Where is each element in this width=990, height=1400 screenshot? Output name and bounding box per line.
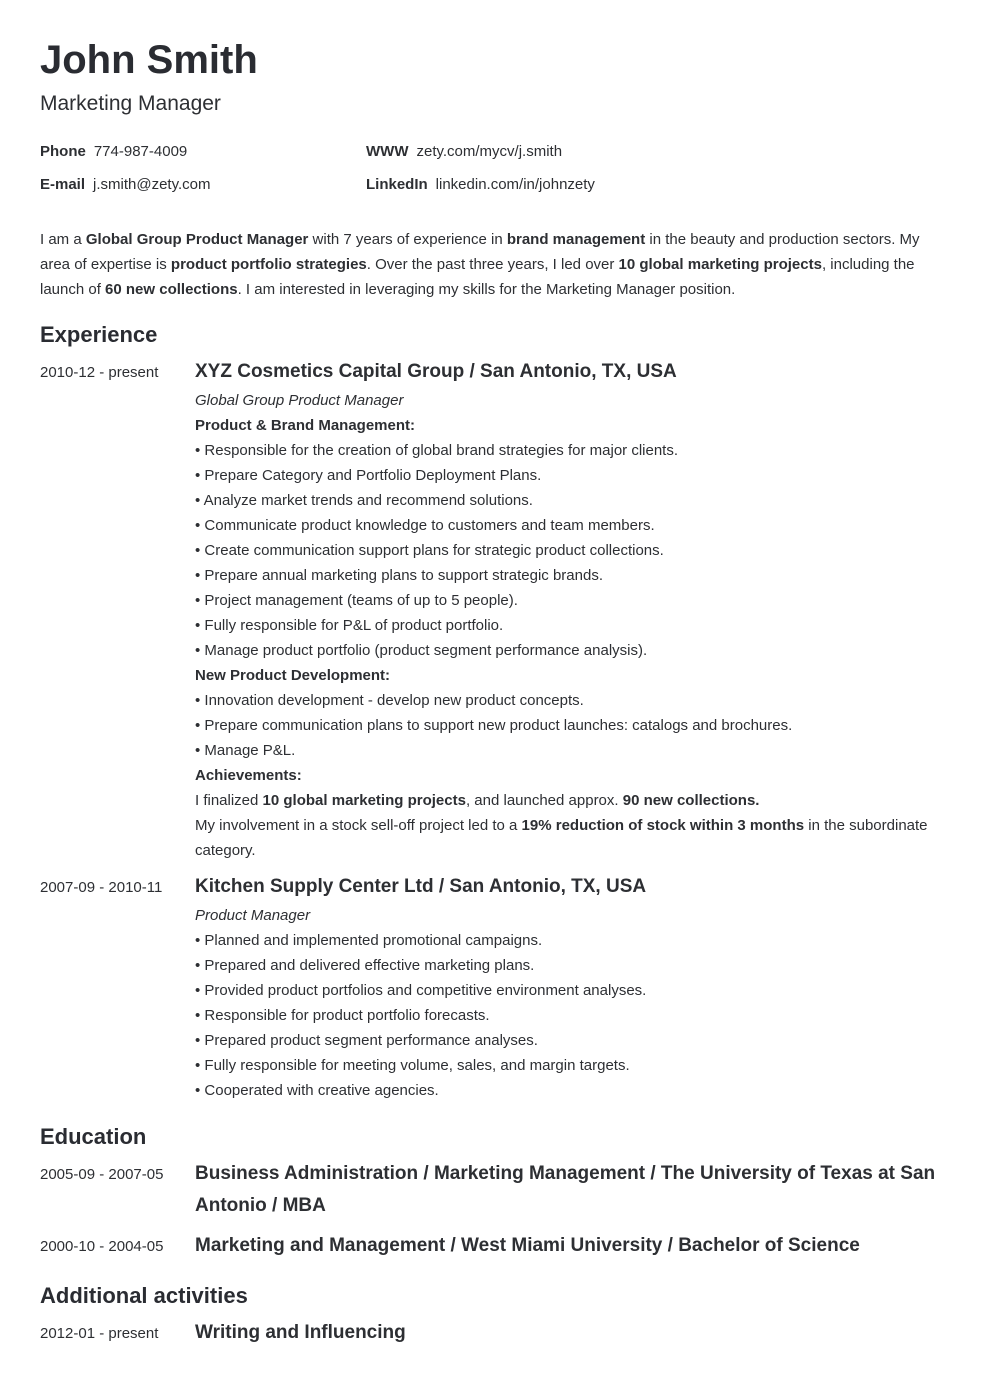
email-value[interactable]: j.smith@zety.com xyxy=(93,176,211,193)
achievement-line: I finalized 10 global marketing projects, and launched approx. 90 new collections. xyxy=(195,792,760,809)
job-bullet: • Prepare Category and Portfolio Deployment Plans. xyxy=(195,467,542,484)
contact-phone xyxy=(40,142,187,162)
education-heading: Education xyxy=(40,1124,147,1149)
www-link[interactable]: zety.com/mycv/j.smith xyxy=(416,143,563,160)
job-bullet: • Prepared product segment performance analyses. xyxy=(195,1032,538,1049)
achievement-line: My involvement in a stock sell-off project led to a 19% reduction of stock within 3 months in the subordinate category. xyxy=(195,817,928,859)
job-bullet: • Planned and implemented promotional campaigns. xyxy=(195,932,543,949)
job-bullet: • Fully responsible for P&L of product portfolio. xyxy=(195,617,504,634)
activity-name: Writing and Influencing xyxy=(195,1322,406,1343)
job-bullet: • Provided product portfolios and competitive environment analyses. xyxy=(195,982,647,999)
phone-value: 774-987-4009 xyxy=(93,143,188,160)
job-bullet: • Cooperated with creative agencies. xyxy=(195,1082,439,1099)
job-bullet: • Responsible for product portfolio forecasts. xyxy=(195,1007,490,1024)
job-bullet: • Responsible for the creation of global brand strategies for major clients. xyxy=(195,442,679,459)
job-company: Kitchen Supply Center Ltd / San Antonio, TX, USA xyxy=(195,876,647,897)
job-subheading: Achievements: xyxy=(195,767,302,784)
education-entry xyxy=(195,1158,945,1222)
job-position: Product Manager xyxy=(195,907,311,924)
job-subheading: New Product Development: xyxy=(195,667,391,684)
job-dates: 2010-12 - present xyxy=(40,364,159,381)
linkedin-label: LinkedIn xyxy=(366,176,428,193)
job-bullet: • Create communication support plans for strategic product collections. xyxy=(195,542,664,559)
candidate-name: John Smith xyxy=(40,38,258,82)
job-position: Global Group Product Manager xyxy=(195,392,404,409)
job-bullet: • Prepared and delivered effective marketing plans. xyxy=(195,957,535,974)
job-bullet: • Prepare annual marketing plans to support strategic brands. xyxy=(195,567,603,584)
activity-dates: 2012-01 - present xyxy=(40,1325,159,1342)
job-subheading: Product & Brand Management: xyxy=(195,417,416,434)
contact-linkedin xyxy=(366,175,595,195)
contact-email xyxy=(40,175,210,195)
job-bullet: • Manage product portfolio (product segment performance analysis). xyxy=(195,642,648,659)
linkedin-link[interactable]: linkedin.com/in/johnzety xyxy=(435,176,595,193)
phone-label: Phone xyxy=(40,143,86,160)
education-degree: Business Administration / Marketing Management / The University of Texas at San Antonio / MBA xyxy=(195,1163,936,1216)
job-entry xyxy=(195,871,945,1103)
job-bullet: • Prepare communication plans to support new product launches: catalogs and brochures. xyxy=(195,717,793,734)
profile-summary: I am a Global Group Product Manager with 7 years of experience in brand management in the beauty and production sectors. My area of expertise is product portfolio strategies. Over the past three years, I led over 10 global marketing projects, including the launch of 60 new collections. I am interested in leveraging my skills for the Marketing Manager position. xyxy=(40,231,920,298)
education-dates: 2005-09 - 2007-05 xyxy=(40,1166,164,1183)
activities-heading: Additional activities xyxy=(40,1283,248,1308)
job-company: XYZ Cosmetics Capital Group / San Antonio, TX, USA xyxy=(195,361,677,382)
job-bullet: • Project management (teams of up to 5 people). xyxy=(195,592,518,609)
contact-www xyxy=(366,142,562,162)
www-label: WWW xyxy=(366,143,409,160)
activity-entry xyxy=(195,1317,945,1349)
job-bullet: • Analyze market trends and recommend solutions. xyxy=(195,492,533,509)
education-degree: Marketing and Management / West Miami University / Bachelor of Science xyxy=(195,1235,860,1256)
candidate-role: Marketing Manager xyxy=(40,92,221,115)
job-bullet: • Fully responsible for meeting volume, sales, and margin targets. xyxy=(195,1057,630,1074)
job-dates: 2007-09 - 2010-11 xyxy=(40,879,163,896)
education-dates: 2000-10 - 2004-05 xyxy=(40,1238,164,1255)
email-label: E-mail xyxy=(40,176,86,193)
job-bullet: • Manage P&L. xyxy=(195,742,296,759)
job-bullet: • Innovation development - develop new product concepts. xyxy=(195,692,584,709)
job-bullet: • Communicate product knowledge to customers and team members. xyxy=(195,517,655,534)
education-entry xyxy=(195,1230,945,1262)
experience-heading: Experience xyxy=(40,322,158,347)
job-entry xyxy=(195,356,945,863)
